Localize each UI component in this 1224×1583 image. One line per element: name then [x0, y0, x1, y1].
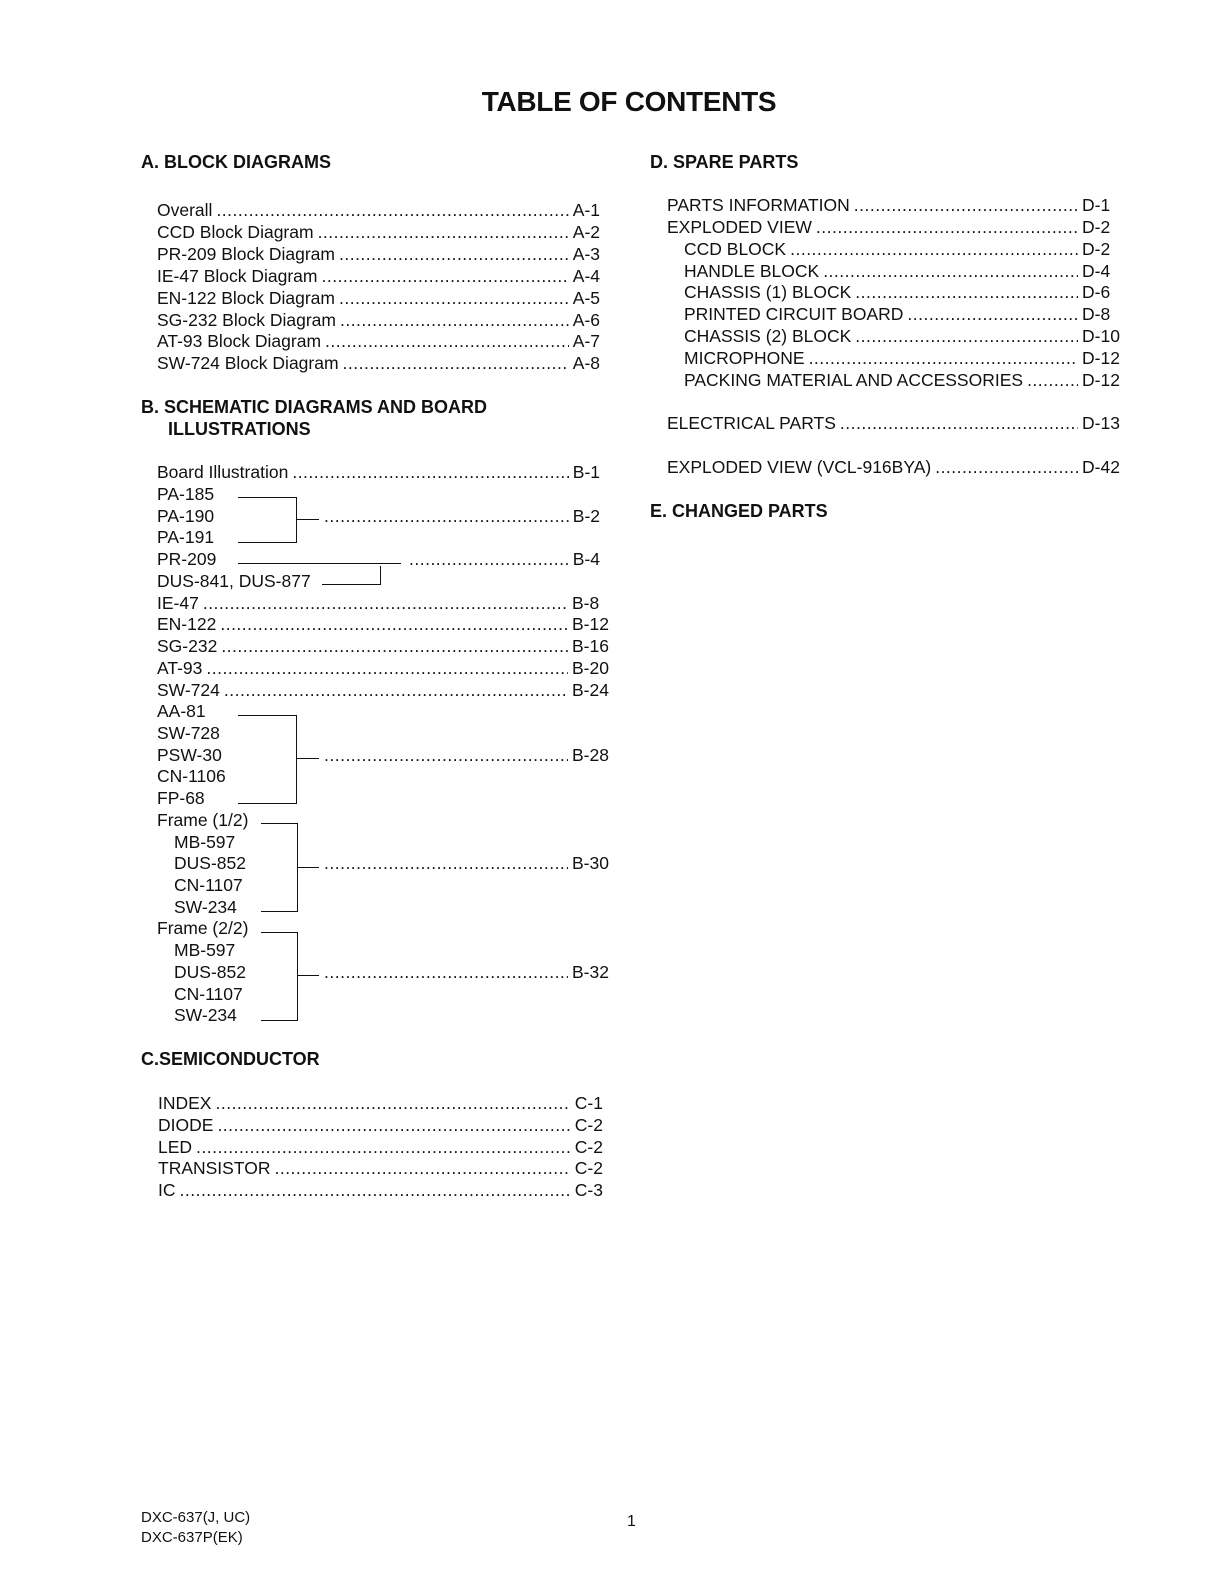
- toc-entry-page: D-12: [1082, 370, 1120, 390]
- dot-leader: [324, 852, 568, 874]
- toc-entry-page: C-2: [574, 1115, 603, 1135]
- toc-entry-page: D-42: [1082, 457, 1120, 477]
- bracket-connector: [238, 563, 401, 564]
- dot-leader: [339, 287, 569, 309]
- toc-entry[interactable]: [158, 1136, 603, 1158]
- toc-entry-page: C-2: [574, 1158, 603, 1178]
- section-e-heading: E. CHANGED PARTS: [650, 501, 828, 521]
- dot-leader: [339, 243, 569, 265]
- dot-leader: [343, 352, 569, 374]
- dot-leader: [855, 325, 1078, 347]
- toc-entry[interactable]: [667, 194, 1122, 216]
- group-bracket: [322, 566, 381, 585]
- board-name: CN-1107: [174, 984, 243, 1004]
- dot-leader: [203, 592, 568, 614]
- toc-entry[interactable]: [157, 592, 610, 614]
- dot-leader: [409, 548, 569, 570]
- toc-entry-label: CHASSIS (2) BLOCK: [684, 326, 852, 346]
- toc-entry-label: PARTS INFORMATION: [667, 195, 850, 215]
- group-bracket: [261, 823, 298, 912]
- toc-entry[interactable]: [684, 347, 1122, 369]
- group-bracket: [261, 932, 298, 1021]
- toc-entry[interactable]: [684, 281, 1122, 303]
- toc-entry[interactable]: [157, 613, 610, 635]
- section-a-heading: A. BLOCK DIAGRAMS: [141, 152, 331, 172]
- board-name: FP-68: [157, 788, 205, 808]
- toc-entry[interactable]: [667, 216, 1122, 238]
- toc-entry[interactable]: [667, 456, 1122, 478]
- board-name: MB-597: [174, 832, 236, 852]
- toc-entry-page: B-24: [572, 680, 609, 700]
- board-name: DUS-852: [174, 962, 246, 982]
- toc-entry-page: B-4: [572, 549, 600, 569]
- toc-entry[interactable]: [684, 260, 1122, 282]
- page-number: 1: [627, 1513, 636, 1530]
- toc-entry[interactable]: [684, 238, 1122, 260]
- toc-entry-page: B-16: [572, 636, 609, 656]
- dot-leader: [854, 194, 1078, 216]
- toc-entry-page: B-1: [572, 462, 600, 482]
- group-bracket: [238, 497, 297, 543]
- toc-entry[interactable]: [157, 287, 600, 309]
- toc-entry-label: IE-47 Block Diagram: [157, 266, 318, 286]
- toc-entry-label: EN-122: [157, 614, 217, 634]
- section-c-heading: C.SEMICONDUCTOR: [141, 1049, 320, 1069]
- section-b-heading-cont: ILLUSTRATIONS: [168, 419, 311, 439]
- dot-leader: [321, 265, 568, 287]
- board-name: PA-185: [157, 484, 215, 504]
- toc-entry-page: D-2: [1082, 239, 1111, 259]
- toc-entry-label: Board Illustration: [157, 462, 289, 482]
- dot-leader: [816, 216, 1078, 238]
- bracket-connector: [297, 519, 319, 520]
- dot-leader: [217, 1114, 570, 1136]
- toc-entry-label: IC: [158, 1180, 176, 1200]
- dot-leader: [274, 1157, 570, 1179]
- toc-entry[interactable]: [157, 199, 600, 221]
- toc-entry-label: LED: [158, 1137, 193, 1157]
- section-b-heading: B. SCHEMATIC DIAGRAMS AND BOARD: [141, 397, 487, 417]
- board-name: PA-191: [157, 527, 215, 547]
- dot-leader: [215, 1092, 570, 1114]
- toc-entry-label: PACKING MATERIAL AND ACCESSORIES: [684, 370, 1024, 390]
- toc-entry[interactable]: [320, 744, 610, 766]
- toc-entry-label: EXPLODED VIEW (VCL-916BYA): [667, 457, 932, 477]
- dot-leader: [907, 303, 1078, 325]
- dot-leader: [324, 744, 568, 766]
- dot-leader: [206, 657, 568, 679]
- toc-entry-page: B-30: [572, 853, 609, 873]
- toc-entry[interactable]: [157, 221, 600, 243]
- toc-entry[interactable]: [684, 369, 1122, 391]
- dot-leader: [292, 461, 568, 483]
- toc-entry[interactable]: [157, 461, 600, 483]
- toc-entry[interactable]: [158, 1114, 603, 1136]
- toc-entry[interactable]: [157, 635, 610, 657]
- toc-entry-page: B-2: [572, 506, 600, 526]
- dot-leader: [196, 1136, 571, 1158]
- frame-header: Frame (2/2): [157, 918, 249, 938]
- dot-leader: [1027, 369, 1078, 391]
- toc-entry-page: B-8: [572, 593, 600, 613]
- toc-entry-page: C-2: [574, 1137, 603, 1157]
- dot-leader: [224, 679, 568, 701]
- toc-entry[interactable]: [157, 330, 600, 352]
- toc-entry-label: SG-232: [157, 636, 218, 656]
- toc-entry-label: TRANSISTOR: [158, 1158, 271, 1178]
- dot-leader: [324, 961, 568, 983]
- board-name: PSW-30: [157, 745, 222, 765]
- toc-entry-page: D-12: [1082, 348, 1120, 368]
- toc-entry-page: A-2: [572, 222, 600, 242]
- board-name: PA-190: [157, 506, 215, 526]
- toc-entry-page: D-6: [1082, 282, 1111, 302]
- footer-model-line2: DXC-637P(EK): [141, 1529, 243, 1546]
- board-name: SW-234: [174, 897, 237, 917]
- dot-leader: [221, 635, 568, 657]
- toc-entry-label: SW-724: [157, 680, 220, 700]
- dot-leader: [855, 281, 1078, 303]
- board-name: DUS-841, DUS-877: [157, 571, 311, 591]
- dot-leader: [220, 613, 568, 635]
- toc-entry-page: D-13: [1082, 413, 1120, 433]
- bracket-connector: [298, 867, 319, 868]
- toc-entry[interactable]: [157, 679, 610, 701]
- toc-entry[interactable]: [667, 412, 1122, 434]
- toc-entry-page: B-20: [572, 658, 609, 678]
- dot-leader: [809, 347, 1078, 369]
- toc-entry-label: DIODE: [158, 1115, 214, 1135]
- toc-entry-label: MICROPHONE: [684, 348, 805, 368]
- toc-entry-page: A-1: [572, 200, 600, 220]
- board-name: SW-728: [157, 723, 220, 743]
- toc-entry-label: AT-93: [157, 658, 203, 678]
- page-title: TABLE OF CONTENTS: [481, 86, 777, 117]
- toc-entry-page: D-10: [1082, 326, 1120, 346]
- toc-entry[interactable]: [320, 852, 610, 874]
- toc-entry-label: CCD Block Diagram: [157, 222, 314, 242]
- toc-entry[interactable]: [684, 325, 1122, 347]
- dot-leader: [318, 221, 569, 243]
- board-name: SW-234: [174, 1005, 237, 1025]
- toc-entry-label: HANDLE BLOCK: [684, 261, 820, 281]
- toc-entry-page: B-12: [572, 614, 609, 634]
- toc-entry-page: A-4: [572, 266, 600, 286]
- board-name: PR-209: [157, 549, 217, 569]
- board-name: CN-1107: [174, 875, 243, 895]
- toc-entry-label: Overall: [157, 200, 213, 220]
- toc-entry-label: AT-93 Block Diagram: [157, 331, 322, 351]
- toc-entry-page: A-6: [572, 310, 600, 330]
- toc-entry-label: CHASSIS (1) BLOCK: [684, 282, 852, 302]
- toc-entry-page: D-2: [1082, 217, 1111, 237]
- toc-entry-label: EXPLODED VIEW: [667, 217, 812, 237]
- board-name: CN-1106: [157, 766, 226, 786]
- toc-entry-label: ELECTRICAL PARTS: [667, 413, 836, 433]
- toc-entry[interactable]: [157, 243, 600, 265]
- board-name: MB-597: [174, 940, 236, 960]
- toc-entry-page: C-3: [574, 1180, 603, 1200]
- toc-entry[interactable]: [158, 1092, 603, 1114]
- dot-leader: [340, 309, 569, 331]
- toc-entry[interactable]: [157, 265, 600, 287]
- toc-entry[interactable]: [157, 657, 610, 679]
- frame-header: Frame (1/2): [157, 810, 249, 830]
- toc-entry[interactable]: [157, 309, 600, 331]
- toc-entry[interactable]: [684, 303, 1122, 325]
- toc-entry[interactable]: [158, 1179, 603, 1201]
- toc-entry-label: SW-724 Block Diagram: [157, 353, 339, 373]
- toc-entry[interactable]: [158, 1157, 603, 1179]
- dot-leader: [790, 238, 1078, 260]
- toc-entry-label: INDEX: [158, 1093, 212, 1113]
- board-name: DUS-852: [174, 853, 246, 873]
- toc-entry[interactable]: [320, 505, 600, 527]
- toc-entry-page: D-1: [1082, 195, 1111, 215]
- toc-entry-page: D-4: [1082, 261, 1111, 281]
- bracket-connector: [298, 975, 319, 976]
- board-name: AA-81: [157, 701, 206, 721]
- toc-entry[interactable]: [320, 961, 610, 983]
- group-bracket: [238, 715, 297, 804]
- dot-leader: [840, 412, 1078, 434]
- toc-entry-label: CCD BLOCK: [684, 239, 787, 259]
- toc-entry-page: A-5: [572, 288, 600, 308]
- dot-leader: [325, 330, 569, 352]
- toc-entry-page: B-28: [572, 745, 609, 765]
- toc-entry-page: C-1: [574, 1093, 603, 1113]
- toc-entry-page: D-8: [1082, 304, 1111, 324]
- dot-leader: [216, 199, 568, 221]
- dot-leader: [180, 1179, 571, 1201]
- toc-entry[interactable]: [405, 548, 600, 570]
- toc-entry[interactable]: [157, 352, 600, 374]
- toc-entry-page: A-3: [572, 244, 600, 264]
- toc-entry-page: A-7: [572, 331, 600, 351]
- dot-leader: [324, 505, 569, 527]
- toc-entry-label: PRINTED CIRCUIT BOARD: [684, 304, 904, 324]
- toc-entry-label: PR-209 Block Diagram: [157, 244, 335, 264]
- toc-entry-page: A-8: [572, 353, 600, 373]
- toc-entry-label: EN-122 Block Diagram: [157, 288, 335, 308]
- dot-leader: [823, 260, 1078, 282]
- toc-entry-label: SG-232 Block Diagram: [157, 310, 336, 330]
- footer-model-line1: DXC-637(J, UC): [141, 1509, 251, 1526]
- bracket-connector: [297, 758, 319, 759]
- toc-entry-page: B-32: [572, 962, 609, 982]
- dot-leader: [935, 456, 1078, 478]
- section-d-heading: D. SPARE PARTS: [650, 152, 799, 172]
- toc-entry-label: IE-47: [157, 593, 199, 613]
